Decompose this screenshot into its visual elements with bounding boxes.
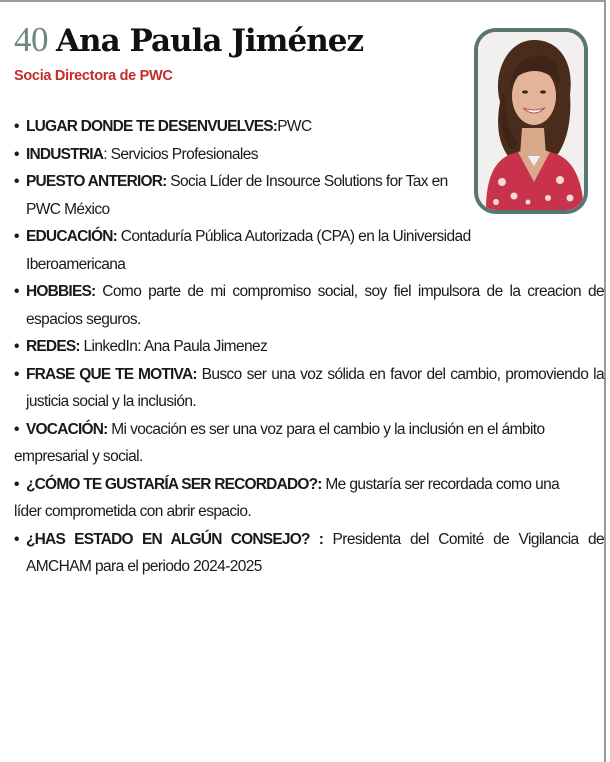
- bullet-icon: •: [14, 283, 19, 300]
- detail-label: ¿HAS ESTADO EN ALGÚN CONSEJO? :: [26, 530, 324, 548]
- detail-value: Me gustaría ser recordada como una líder comprometida con abrir espacio.: [14, 475, 560, 520]
- bullet-icon: •: [14, 145, 19, 163]
- profile-details-list: [14, 113, 604, 581]
- detail-value: Como parte de mi compromiso social, soy fiel impulsora de la creacion de espacios seguros.: [26, 283, 604, 328]
- detail-item-previous-position: [14, 168, 476, 223]
- detail-label: INDUSTRIA: [26, 145, 104, 163]
- detail-item-hobbies: [14, 278, 604, 333]
- bullet-icon: •: [14, 475, 19, 493]
- frame-top-border: [0, 0, 604, 2]
- frame-right-border: [604, 0, 606, 762]
- detail-value: PWC: [277, 118, 312, 135]
- detail-item-board-membership: [14, 526, 604, 581]
- detail-label: PUESTO ANTERIOR:: [26, 173, 167, 190]
- bullet-icon: •: [14, 365, 19, 383]
- detail-item-remembered-as: [14, 471, 574, 526]
- bullet-icon: •: [14, 530, 19, 548]
- detail-value: LinkedIn: Ana Paula Jimenez: [79, 338, 268, 355]
- bullet-icon: •: [14, 173, 19, 190]
- person-role: Socia Directora de PWC: [14, 68, 173, 84]
- bullet-icon: •: [14, 118, 19, 135]
- detail-item-industry: [14, 141, 486, 169]
- detail-value: Mi vocación es ser una voz para el cambio y la inclusión en el ámbito empresarial y social.: [14, 420, 545, 465]
- bullet-icon: •: [14, 420, 19, 438]
- detail-label: LUGAR DONDE TE DESENVUELVES:: [26, 118, 278, 135]
- detail-value: Presidenta del Comité de Vigilancia de AMCHAM para el periodo 2024-2025: [26, 530, 604, 575]
- detail-label: REDES:: [26, 338, 80, 355]
- bullet-icon: •: [14, 228, 19, 245]
- bullet-icon: •: [14, 338, 19, 355]
- person-name: Ana Paula Jiménez: [56, 23, 364, 59]
- detail-value: : Servicios Profesionales: [103, 145, 258, 163]
- detail-item-vocation: [14, 416, 574, 471]
- detail-value: Contaduría Pública Autorizada (CPA) en la Uiniversidad Iberoamericana: [26, 228, 471, 273]
- profile-header: [14, 20, 363, 62]
- detail-value: Socia Líder de Insource Solutions for Tax en PWC México: [26, 173, 448, 218]
- detail-label: HOBBIES:: [26, 283, 96, 300]
- detail-item-education: [14, 223, 476, 278]
- detail-label: VOCACIÓN:: [26, 420, 108, 438]
- detail-item-workplace: [14, 113, 486, 141]
- detail-label: FRASE QUE TE MOTIVA:: [26, 365, 197, 383]
- detail-value: Busco ser una voz sólida en favor del cambio, promoviendo la justicia social y la inclusión.: [26, 365, 604, 410]
- detail-item-motivating-phrase: [14, 361, 604, 416]
- rank-number: 40: [14, 20, 48, 59]
- detail-label: ¿CÓMO TE GUSTARÍA SER RECORDADO?:: [26, 475, 322, 493]
- detail-label: EDUCACIÓN:: [26, 228, 118, 245]
- detail-item-social-networks: [14, 333, 604, 361]
